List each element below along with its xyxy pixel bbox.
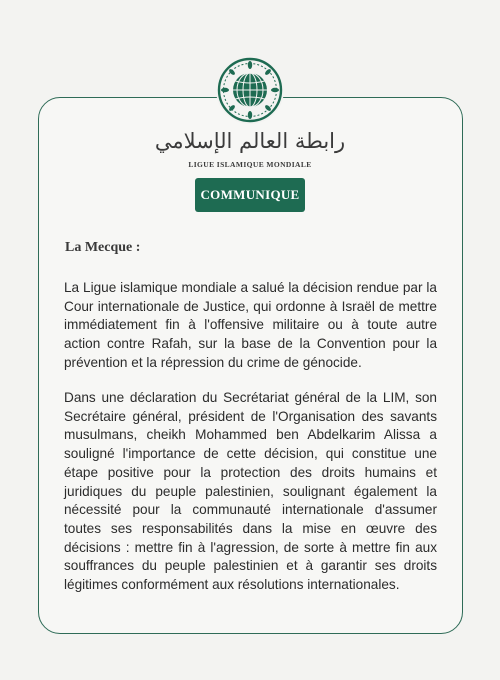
globe-emblem-icon [216, 56, 284, 124]
communique-badge: COMMUNIQUE [195, 178, 305, 212]
arabic-logo-text: رابطة العالم الإسلامي [154, 129, 346, 153]
dateline: La Mecque : [65, 240, 141, 255]
emblem [216, 56, 284, 124]
paragraph-2: Dans une déclaration du Secrétariat général de la LIM, son Secrétaire général, président de l'Organisation des savants musulmans, cheikh Mohammed ben Abdelkarim Alissa a souligné l'importance de cette décision, qui constitue une étape positive pour la protection des droits humains et juridiques du peuple palestinien, soulignant également la nécessité pour la communauté internationale d'assumer toutes ses responsabilités dans la mise en œuvre des décisions : mettre fin à l'agression, de sorte à mettre fin aux souffrances du peuple palestinien et à garantir ses droits légitimes conformément aux résolutions internationales. [64, 390, 437, 593]
paragraph-1: La Ligue islamique mondiale a salué la décision rendue par la Cour internationale de Justice, qui ordonne à Israël de mettre immédiatement fin à l'offensive militaire ou à toute autre action contre Rafah, sur la base de la Convention pour la prévention et la répression du crime de génocide. [64, 280, 437, 370]
organization-name: LIGUE ISLAMIQUE MONDIALE [188, 160, 312, 169]
